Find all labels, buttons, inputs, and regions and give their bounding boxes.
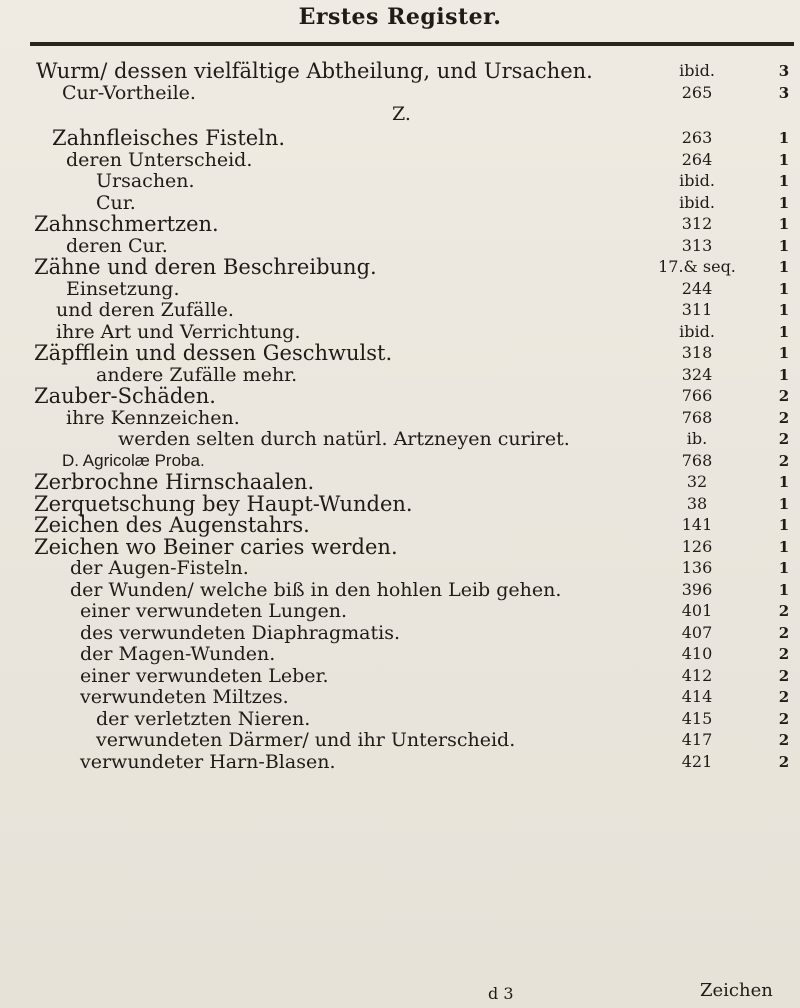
volume-number: 1	[778, 258, 790, 276]
page-reference: 412	[681, 665, 713, 685]
register-row	[0, 665, 800, 687]
volume-number: 1	[778, 193, 790, 212]
entry-text: der Wunden/ welche biß in den hohlen Leib gehen.	[70, 578, 562, 601]
register-row	[0, 600, 800, 622]
volume-number: 3	[778, 62, 790, 80]
page-reference: 768	[681, 407, 713, 427]
page-reference: 766	[681, 386, 713, 405]
page-reference: 141	[681, 515, 713, 534]
register-row	[0, 622, 800, 644]
page-reference: 414	[681, 687, 713, 706]
catchword: Zeichen	[700, 980, 773, 1001]
volume-number: 1	[778, 279, 790, 298]
page-reference: 417	[681, 730, 713, 749]
page-reference: ibid.	[679, 171, 715, 190]
page-reference: 401	[681, 601, 713, 620]
page-reference: ib.	[686, 429, 708, 448]
entry-text: Zauber-Schäden.	[34, 384, 216, 408]
volume-number: 2	[778, 623, 790, 642]
entry-text: Cur.	[96, 191, 136, 214]
volume-number: 1	[778, 129, 790, 147]
volume-number: 1	[778, 580, 790, 599]
register-entries	[0, 60, 800, 772]
entry-text: einer verwundeten Lungen.	[80, 600, 348, 622]
register-row	[0, 686, 800, 708]
register-row	[0, 493, 800, 515]
volume-number: 2	[778, 602, 790, 620]
entry-text: Zerbrochne Hirnschaalen.	[34, 470, 315, 494]
volume-number: 1	[778, 172, 790, 190]
register-row	[0, 213, 800, 235]
register-row	[0, 192, 800, 214]
volume-number: 1	[778, 516, 790, 534]
register-row	[0, 557, 800, 579]
volume-number: 2	[778, 752, 790, 771]
page-reference: 407	[681, 622, 713, 642]
entry-text: des verwundeten Diaphragmatis.	[80, 621, 401, 644]
volume-number: 1	[778, 537, 790, 556]
volume-number: 2	[778, 666, 790, 685]
register-row	[0, 299, 800, 321]
volume-number: 1	[778, 322, 790, 341]
register-row	[0, 82, 800, 104]
register-row	[0, 127, 800, 149]
register-row	[0, 450, 800, 472]
page-reference: 313	[681, 235, 713, 255]
page-reference: 410	[681, 644, 713, 663]
entry-text: andere Zufälle mehr.	[96, 363, 298, 386]
register-row	[0, 471, 800, 493]
page-reference: 318	[681, 343, 713, 362]
register-row	[0, 729, 800, 751]
entry-text: Einsetzung.	[66, 277, 180, 300]
register-row	[0, 60, 800, 82]
register-row	[0, 514, 800, 536]
page-reference: ibid.	[679, 321, 715, 341]
entry-text: Zähne und deren Beschreibung.	[34, 255, 377, 279]
entry-text: Zäpfflein und dessen Geschwulst.	[34, 341, 393, 365]
volume-number: 1	[778, 559, 790, 577]
volume-number: 1	[778, 236, 790, 255]
volume-number: 1	[778, 473, 790, 491]
entry-text: der Augen-Fisteln.	[70, 557, 249, 579]
register-row	[0, 278, 800, 300]
register-row	[0, 708, 800, 730]
volume-number: 1	[778, 365, 790, 384]
volume-number: 1	[778, 150, 790, 169]
page-reference: ibid.	[679, 192, 715, 212]
register-row	[0, 103, 800, 127]
register-row	[0, 342, 800, 364]
page-reference: 265	[681, 82, 713, 102]
volume-number: 2	[778, 688, 790, 706]
page-reference: 38	[686, 493, 708, 513]
entry-text: Wurm/ dessen vielfältige Abtheilung, und Ursachen.	[36, 59, 593, 83]
signature-mark: d 3	[488, 984, 514, 1003]
register-row	[0, 385, 800, 407]
entry-text: Zahnfleisches Fisteln.	[52, 126, 286, 150]
entry-text: einer verwundeten Leber.	[80, 664, 329, 687]
volume-number: 2	[778, 451, 790, 470]
register-row	[0, 321, 800, 343]
register-row	[0, 579, 800, 601]
entry-text: verwundeten Miltzes.	[80, 686, 289, 708]
page-reference: 244	[681, 278, 713, 298]
page-reference: 324	[681, 364, 713, 384]
register-row	[0, 751, 800, 773]
register-row	[0, 149, 800, 171]
page-reference: 263	[681, 128, 713, 147]
register-row	[0, 170, 800, 192]
entry-text: werden selten durch natürl. Artzneyen curiret.	[118, 428, 570, 450]
volume-number: 1	[778, 215, 790, 233]
page-reference: 311	[681, 300, 713, 319]
entry-text: verwundeten Därmer/ und ihr Unterscheid.	[96, 729, 516, 751]
page-reference: 312	[681, 214, 713, 233]
entry-text: ihre Kennzeichen.	[66, 406, 240, 429]
page-reference: 768	[681, 450, 713, 470]
entry-text: Cur-Vortheile.	[62, 81, 196, 104]
page-reference: 415	[681, 708, 713, 728]
volume-number: 2	[778, 645, 790, 663]
volume-number: 2	[778, 731, 790, 749]
register-row	[0, 364, 800, 386]
entry-text: deren Unterscheid.	[66, 148, 253, 171]
page-header: Erstes Register.	[298, 4, 502, 30]
volume-number: 1	[778, 344, 790, 362]
entry-text: Ursachen.	[96, 170, 195, 192]
register-row	[0, 235, 800, 257]
entry-text: deren Cur.	[66, 234, 168, 257]
entry-text: der verletzten Nieren.	[96, 707, 311, 730]
register-row	[0, 256, 800, 278]
entry-text: Zeichen wo Beiner caries werden.	[34, 534, 398, 559]
volume-number: 1	[778, 494, 790, 513]
section-letter: Z.	[392, 103, 411, 125]
page-reference: 136	[681, 558, 713, 577]
entry-text: Zeichen des Augenstahrs.	[34, 513, 310, 537]
volume-number: 2	[778, 387, 790, 405]
register-row	[0, 407, 800, 429]
page-reference: ibid.	[679, 61, 715, 80]
register-row	[0, 536, 800, 558]
entry-text: ihre Art und Verrichtung.	[56, 320, 301, 343]
entry-text: verwundeter Harn-Blasen.	[80, 750, 336, 773]
entry-text: Zerquetschung bey Haupt-Wunden.	[34, 491, 413, 516]
volume-number: 2	[778, 709, 790, 728]
page-reference: 396	[681, 579, 713, 599]
page-reference: 421	[681, 751, 713, 771]
page-reference: 17.& seq.	[658, 257, 736, 276]
page-reference: 126	[681, 536, 713, 556]
volume-number: 2	[778, 430, 790, 448]
entry-text: der Magen-Wunden.	[80, 643, 276, 665]
header-rule	[30, 42, 794, 46]
entry-text: und deren Zufälle.	[56, 299, 234, 321]
page-reference: 264	[681, 149, 713, 169]
entry-text: D. Agricolæ Proba.	[62, 450, 205, 470]
volume-number: 2	[778, 408, 790, 427]
register-row	[0, 428, 800, 450]
volume-number: 1	[778, 301, 790, 319]
page-reference: 32	[686, 472, 708, 491]
entry-text: Zahnschmertzen.	[34, 212, 219, 236]
register-row	[0, 643, 800, 665]
volume-number: 3	[778, 83, 790, 102]
